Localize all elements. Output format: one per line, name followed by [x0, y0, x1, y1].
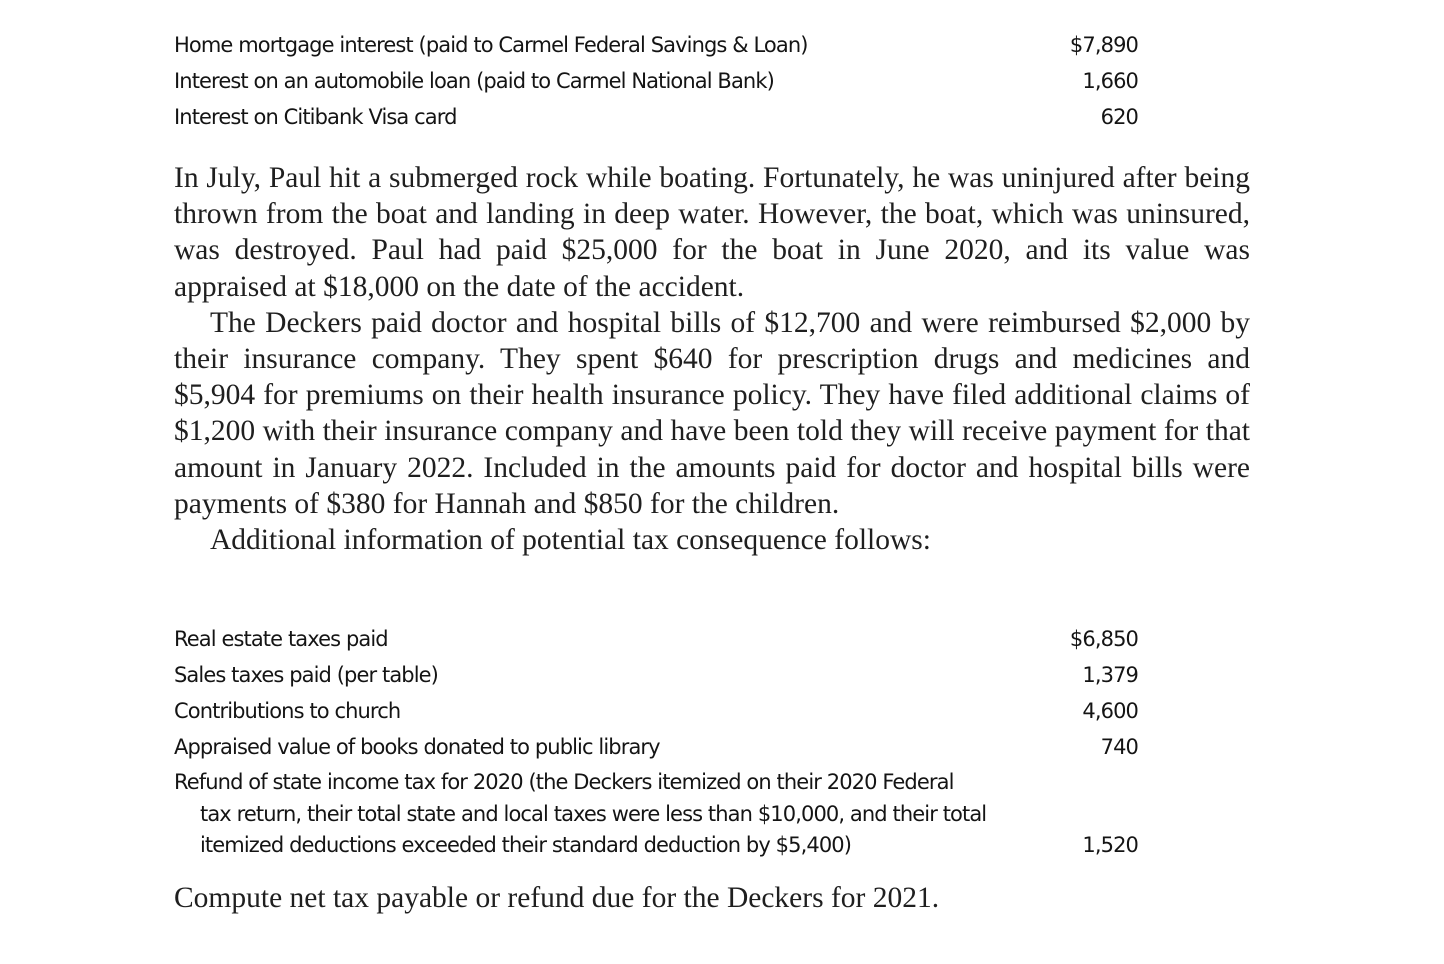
row-label: Interest on Citibank Visa card — [174, 105, 457, 129]
table-row — [174, 729, 1250, 765]
refund-line-2: tax return, their total state and local taxes were less than $10,000, and their total — [200, 801, 987, 826]
table-row — [174, 63, 1250, 99]
narrative-text — [174, 160, 1250, 558]
row-label: Sales taxes paid (per table) — [174, 663, 438, 687]
paragraph-additional-info: Additional information of potential tax consequence follows: — [210, 524, 931, 557]
row-amount: 1,520 — [1082, 833, 1138, 857]
row-amount: 1,379 — [1082, 663, 1138, 687]
refund-line-1: Refund of state income tax for 2020 (the Deckers itemized on their 2020 Federal — [174, 770, 954, 794]
table-row — [174, 27, 1250, 63]
row-label: Contributions to church — [174, 699, 401, 723]
closing-instruction: Compute net tax payable or refund due for the Deckers for 2021. — [174, 882, 940, 914]
row-label: Home mortgage interest (paid to Carmel Federal Savings & Loan) — [174, 33, 808, 57]
row-label: Real estate taxes paid — [174, 627, 388, 651]
paragraph-medical-bills: The Deckers paid doctor and hospital bills of $12,700 and were reimbursed $2,000 by their insurance company. They spent $640 for prescription drugs and medicines and $5,904 for premiums on their health insurance policy. They have filed additional claims of $1,200 with their insurance company and have been told they will receive payment for that amount in January 2022. Included in the amounts paid for doctor and hospital bills were payments of $380 for Hannah and $850 for the children. — [174, 306, 1250, 520]
row-label: Appraised value of books donated to public library — [174, 735, 660, 759]
additional-items-table — [174, 621, 1250, 862]
table-row — [174, 99, 1250, 135]
table-row — [174, 621, 1250, 657]
row-amount: 4,600 — [1082, 699, 1138, 723]
row-label: Interest on an automobile loan (paid to Carmel National Bank) — [174, 69, 774, 93]
table-row — [174, 657, 1250, 693]
row-amount: $6,850 — [1069, 627, 1138, 651]
table-row-refund — [174, 765, 1250, 862]
row-amount: 740 — [1100, 735, 1138, 759]
interest-items-table — [174, 27, 1250, 135]
row-amount: 1,660 — [1082, 69, 1138, 93]
row-amount: $7,890 — [1069, 33, 1138, 57]
table-row — [174, 693, 1250, 729]
row-amount: 620 — [1100, 105, 1138, 129]
refund-line-3: itemized deductions exceeded their standard deduction by $5,400) — [200, 833, 852, 857]
paragraph-boat-accident: In July, Paul hit a submerged rock while boating. Fortunately, he was uninjured after being thrown from the boat and landing in deep water. However, the boat, which was uninsured, was destroyed. Paul had paid $25,000 for the boat in June 2020, and its value was appraised at $18,000 on the date of the accident. — [174, 162, 1250, 303]
